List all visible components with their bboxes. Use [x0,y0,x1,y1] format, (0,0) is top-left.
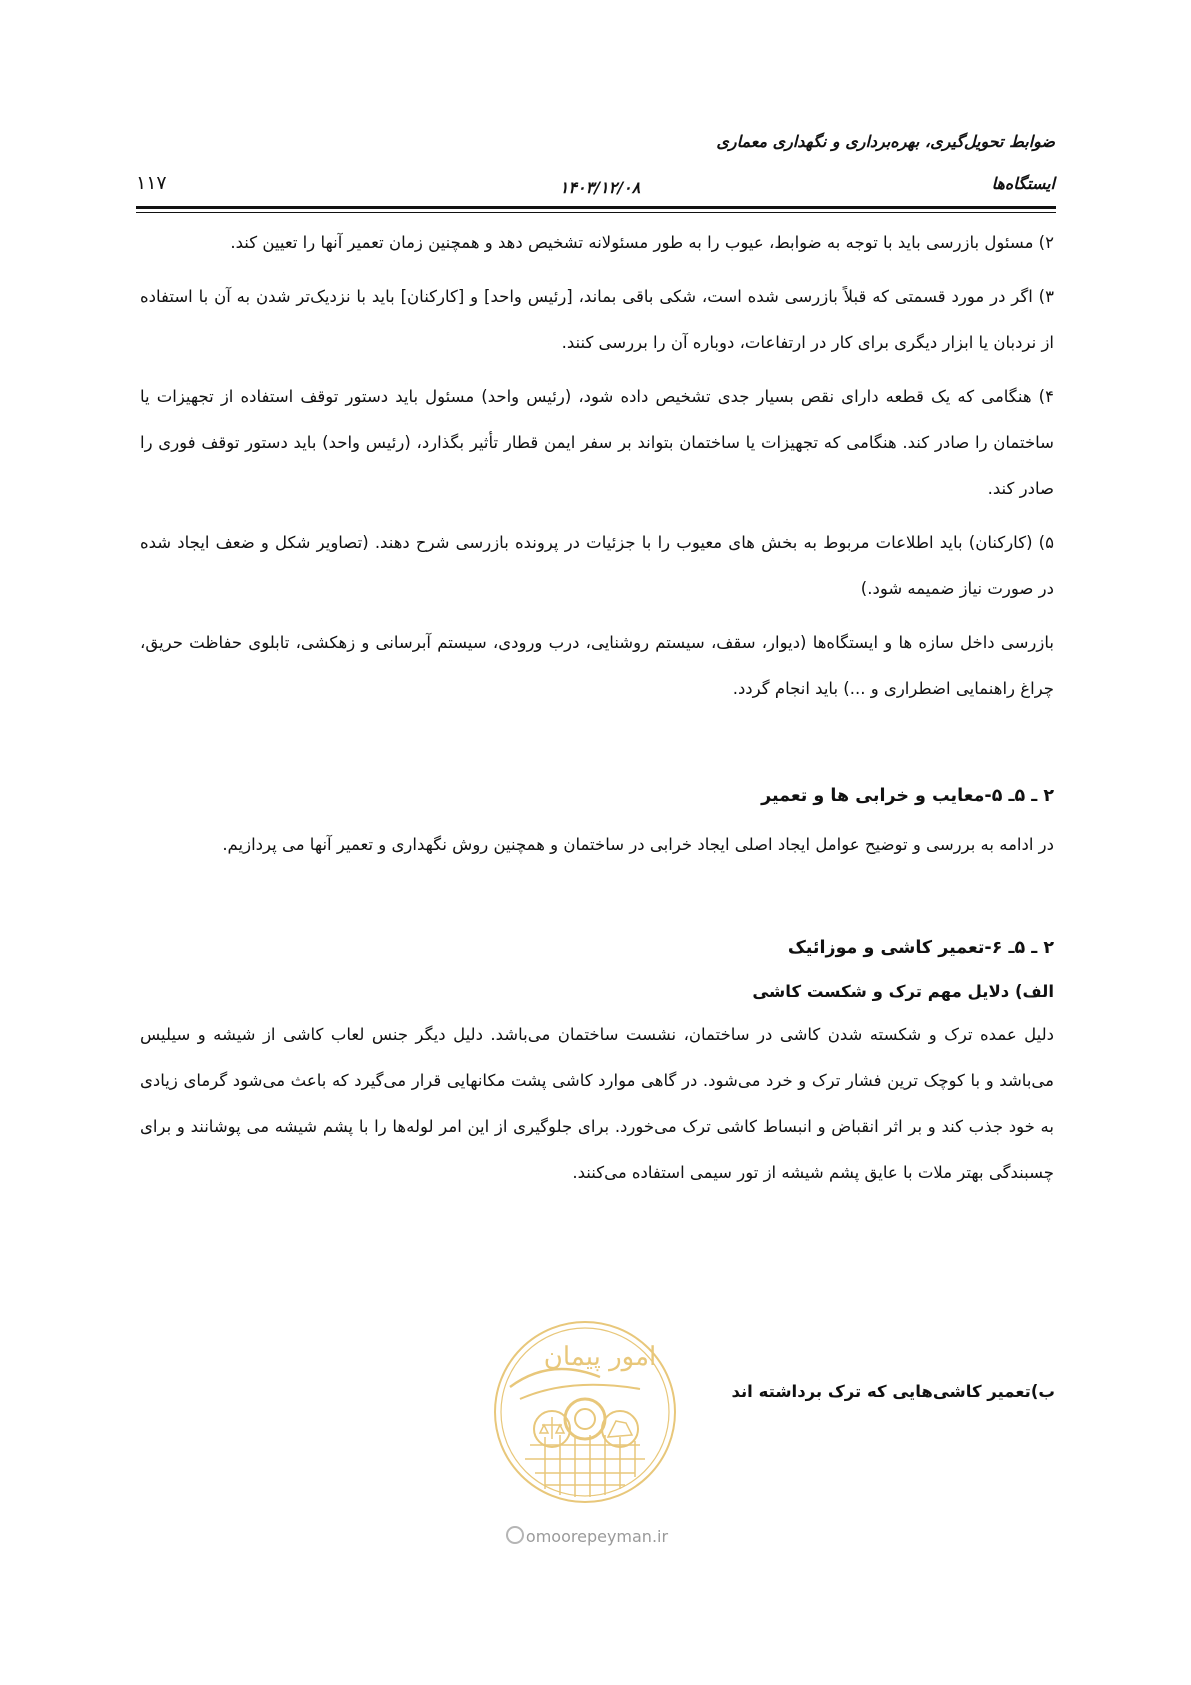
body-content [140,220,1054,1204]
paragraph-internal-inspection: بازرسی داخل سازه ها و ایستگاه‌ها (دیوار، سقف، سیستم روشنایی، درب ورودی، سیستم آبرسانی و زهکشی، تابلوی حفاظت حریق، چراغ راهنمایی اضطراری و ...) باید انجام گردد. [140,633,1054,698]
section-heading-defects: ۲ ـ ۵ـ ۵-معایب و خرابی ها و تعمیر [761,786,1054,806]
subheading-tile-crack-reasons: الف) دلایل مهم ترک و شکست کاشی [752,982,1054,1001]
stamp-text: امور پیمان [543,1342,657,1372]
header-rule-thin [136,212,1056,213]
paragraph-inspector-responsibility: ۲) مسئول بازرسی باید با توجه به ضوابط، عیوب را به طور مسئولانه تشخیص دهد و همچنین زمان تعمیر آنها را تعیین کند. [230,233,1054,252]
stamp-url [482,1526,692,1546]
stamp-url-text: omoorepeyman.ir [525,1527,669,1546]
watermark-stamp [490,1317,680,1507]
section-heading-tile-repair: ۲ ـ ۵ـ ۶-تعمیر کاشی و موزائیک [787,938,1054,958]
header-date: ۱۴۰۳/۱۲/۰۸ [559,178,641,197]
page-number: ۱۱۷ [136,172,167,194]
paragraph-serious-defect: ۴) هنگامی که یک قطعه دارای نقص بسیار جدی تشخیص داده شود، (رئیس واحد) مسئول باید دستور توقف استفاده از تجهیزات یا ساختمان را صادر کند. هنگامی که تجهیزات یا ساختمان بتواند بر سفر ایمن قطار تأثیر بگذارد، (رئیس واحد) باید دستور توقف فوری را صادر کند. [140,387,1054,498]
paragraph-defects-intro: در ادامه به بررسی و توضیح عوامل ایجاد اصلی ایجاد خرابی در ساختمان و همچنین روش نگهداری و تعمیر آنها می پردازیم. [222,835,1054,854]
paragraph-staff-record: ۵) (کارکنان) باید اطلاعات مربوط به بخش های معیوب را با جزئیات در پرونده بازرسی شرح دهند. (تصاویر شکل و ضعف ایجاد شده در صورت نیاز ضمیمه شود.) [140,533,1054,598]
header-rule-thick [136,206,1056,209]
header-title: ضوابط تحویل‌گیری، بهره‌برداری و نگهداری معماری [716,132,1055,151]
globe-icon [506,1526,524,1544]
header-section: ایستگاه‌ها [991,174,1055,193]
subheading-repair-cracked-tiles: ب)تعمیر کاشی‌هایی که ترک برداشته اند [731,1382,1055,1401]
paragraph-tile-crack-reasons: دلیل عمده ترک و شکسته شدن کاشی در ساختمان، نشست ساختمان می‌باشد. دلیل دیگر جنس لعاب کاشی از شیشه و سیلیس می‌باشد و با کوچک ترین فشار ترک و خرد می‌شود. در گاهی موارد کاشی پشت مکانهایی قرار می‌گیرد که باعث می‌شود گرمای زیادی به خود جذب کند و بر اثر انقباض و انبساط کاشی ترک می‌خورد. برای جلوگیری از این امر لوله‌ها را با پشم شیشه می پوشانند و برای چسبندگی بهتر ملات با عایق پشم شیشه از تور سیمی استفاده می‌کنند. [140,1025,1054,1182]
paragraph-reinspection: ۳) اگر در مورد قسمتی که قبلاً بازرسی شده است، شکی باقی بماند، [رئیس واحد] و [کارکنان] باید با نزدیک‌تر شدن به آن با استفاده از نردبان یا ابزار دیگری برای کار در ارتفاعات، دوباره آن را بررسی کنند. [140,287,1054,352]
